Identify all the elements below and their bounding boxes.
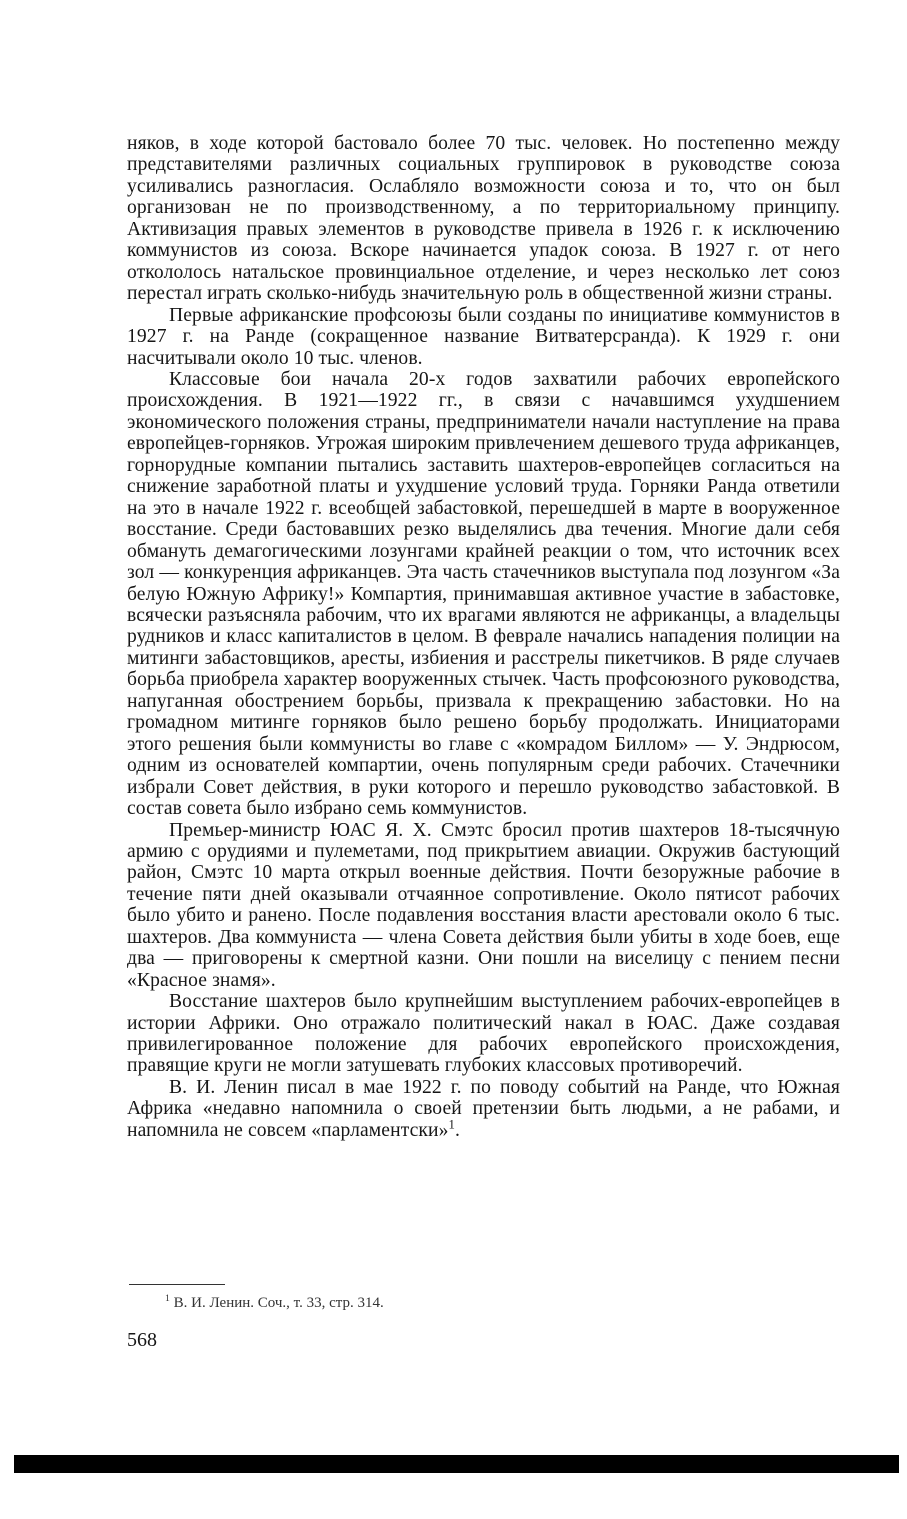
paragraph-smuts: Премьер-министр ЮАС Я. Х. Смэтс бросил против шахтеров 18-тысячную армию с орудиями и пулеметами, под прикрытием авиации. Окружив бастующий район, Смэтс 10 марта открыл военные действия. Почти безоружные рабочие в течение пяти дней оказывали отчаянное сопротивление. Около пятисот рабочих было убито и ранено. После подавления восстания власти арестовали около 6 тыс. шахтеров. Два коммуниста — члена Совета действия были убиты в ходе боев, еще два — приговорены к смертной казни. Они пошли на виселицу с пением песни «Красное знамя».: [127, 819, 840, 991]
paragraph-african-unions: Первые африканские профсоюзы были созданы по инициативе коммунистов в 1927 г. на Ранде (сокращенное название Витватерсранда). К 1929 г. они насчитывали около 10 тыс. членов.: [127, 304, 840, 369]
paragraph-lenin-quote: В. И. Ленин писал в мае 1922 г. по поводу событий на Ранде, что Южная Африка «недавно напомнила о своей претензии быть людьми, а не рабами, и напомнила не совсем «парламентски»$^1$.: [127, 1076, 840, 1141]
lenin-quote-text: В. И. Ленин писал в мае 1922 г. по поводу событий на Ранде, что Южная Африка «недавно напомнила о своей претензии быть людьми, а не рабами, и напомнила не совсем «парламентски»: [127, 1076, 840, 1141]
paragraph-uprising: Восстание шахтеров было крупнейшим выступлением рабочих-европейцев в истории Африки. Оно отражало политический накал в ЮАС. Даже создавая привилегированное положение для рабочих европейского происхождения, правящие круги не могли затушевать глубоких классовых противоречий.: [127, 991, 840, 1077]
page-number: 568: [127, 1329, 157, 1351]
footnote: [165, 1294, 384, 1312]
footnote-text: В. И. Ленин. Соч., т. 33, стр. 314.: [173, 1295, 384, 1311]
paragraph-continuation: няков, в ходе которой бастовало более 70 тыс. человек. Но постепенно между представителями различных социальных группировок в руководстве союза усиливались разногласия. Ослабляло возможности союза и то, что он был организован не по производственному, а по территориальному принципу. Активизация правых элементов в руководстве привела в 1926 г. к исключению коммунистов из союза. Вскоре начинается упадок союза. В 1927 г. от него откололось натальское провинциальное отделение, и через несколько лет союз перестал играть сколько-нибудь значительную роль в общественной жизни страны.: [127, 133, 840, 305]
footnote-divider: [129, 1284, 225, 1285]
footnote-marker: 1: [165, 1293, 170, 1304]
main-text: [127, 133, 840, 1141]
scan-border-bar: [14, 1455, 899, 1473]
footnote-reference: 1: [448, 1117, 455, 1132]
paragraph-class-battles: Классовые бои начала 20-х годов захватили рабочих европейского происхождения. В 1921—1922 гг., в связи с начавшимся ухудшением экономического положения страны, предприниматели начали наступление на права европейцев-горняков. Угрожая широким привлечением дешевого труда африканцев, горнорудные компании пытались заставить шахтеров-европейцев согласиться на снижение заработной платы и ухудшение условий труда. Горняки Ранда ответили на это в начале 1922 г. всеобщей забастовкой, перешедшей в марте в вооруженное восстание. Среди бастовавших резко выделялись два течения. Многие дали себя обмануть демагогическими лозунгами крайней реакции о том, что источник всех зол — конкуренция африканцев. Эта часть стачечников выступала под лозунгом «За белую Южную Африку!» Компартия, принимавшая активное участие в забастовке, всячески разъясняла рабочим, что их врагами являются не африканцы, а владельцы рудников и класс капиталистов в целом. В феврале начались нападения полиции на митинги забастовщиков, аресты, избиения и расстрелы пикетчиков. В ряде случаев борьба приобрела характер вооруженных стычек. Часть профсоюзного руководства, напуганная обострением борьбы, призвала к прекращению забастовки. Но на громадном митинге горняков было решено борьбу продолжать. Инициаторами этого решения были коммунисты во главе с «комрадом Биллом» — У. Эндрюсом, одним из основателей компартии, очень популярным среди рабочих. Стачечники избрали Совет действия, в руки которого и перешло руководство забастовкой. В состав совета было избрано семь коммунистов.: [127, 368, 840, 820]
